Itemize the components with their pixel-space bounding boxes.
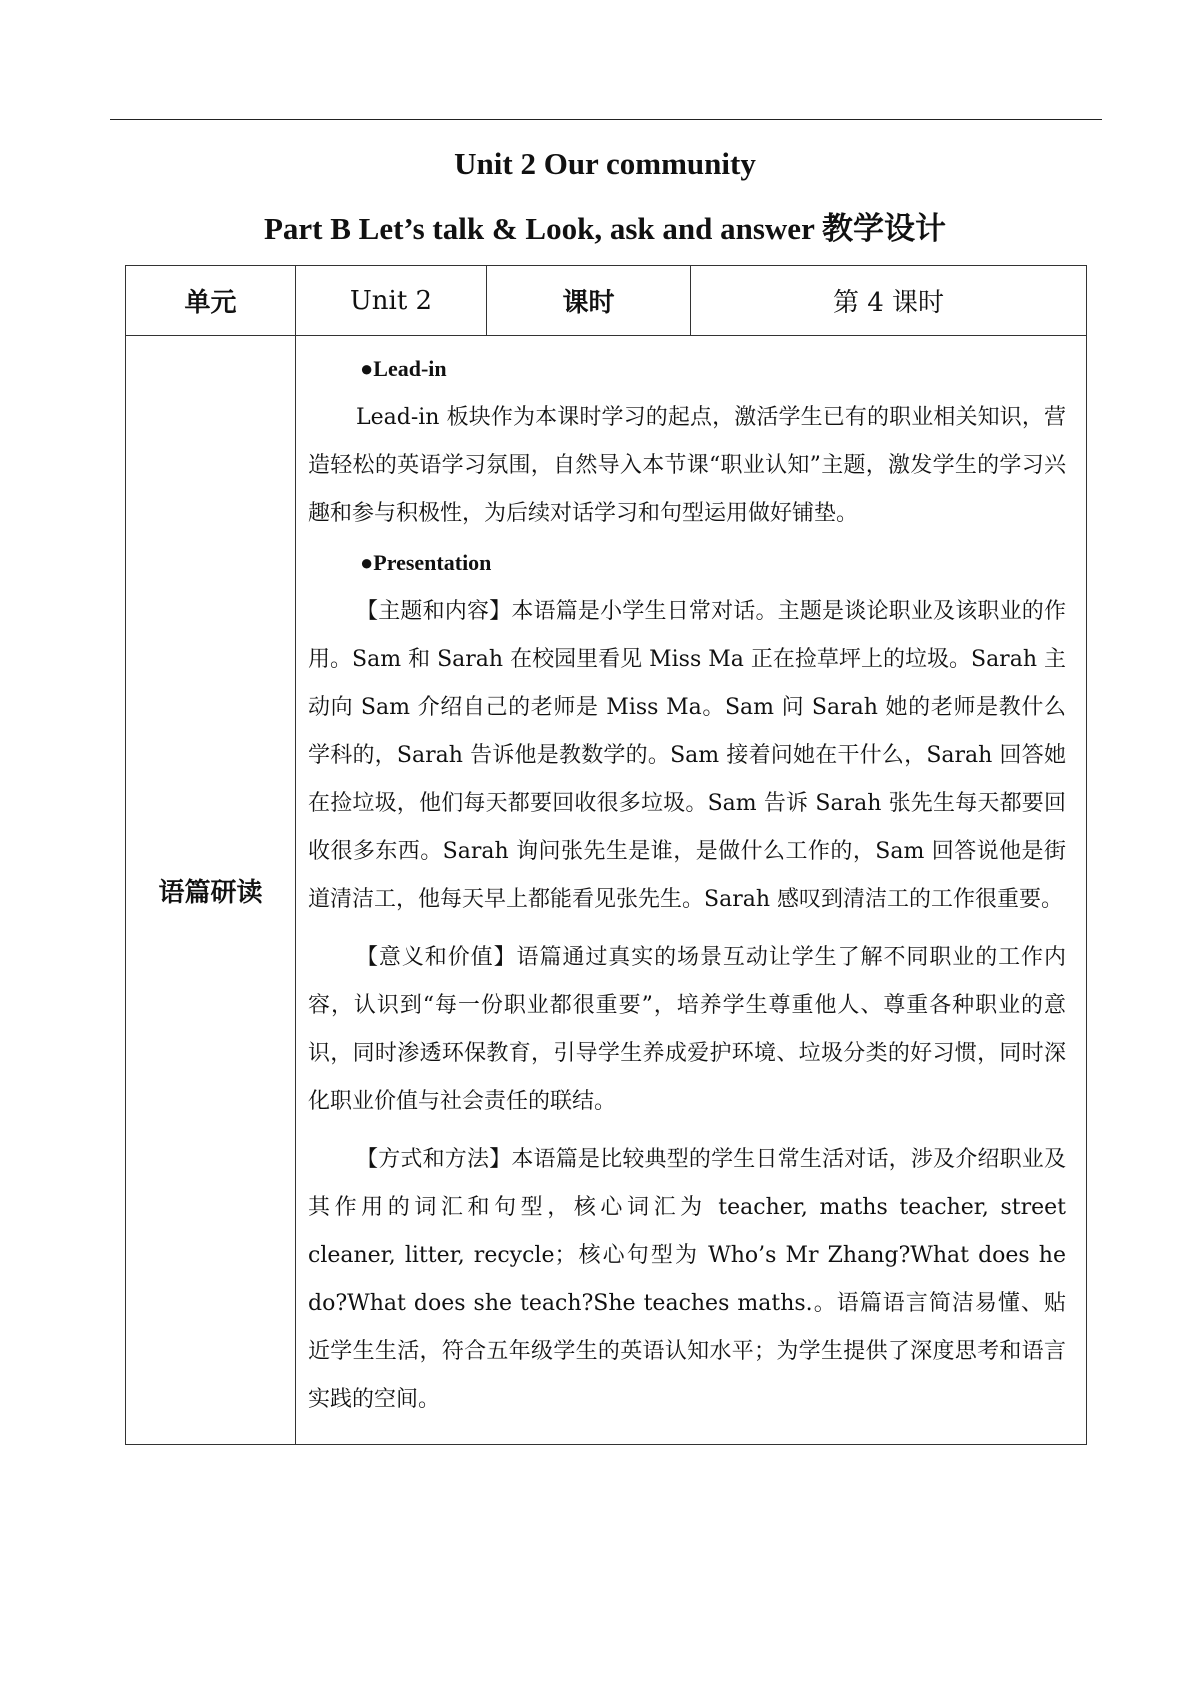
table-content-row [126, 336, 1087, 1445]
lesson-plan-table [125, 265, 1087, 1445]
period-label: 课时 [487, 266, 691, 336]
lead-in-paragraph: Lead-in 板块作为本课时学习的起点，激活学生已有的职业相关知识，营造轻松的英语学习氛围，自然导入本节课“职业认知”主题，激发学生的学习兴趣和参与积极性，为后续对话学习和句型运用做好铺垫。 [308, 405, 1066, 526]
presentation-heading: ●Presentation [360, 550, 492, 575]
document-title: Unit 2 Our community [454, 146, 756, 181]
method-paragraph: 【方式和方法】本语篇是比较典型的学生日常生活对话，涉及介绍职业及其作用的词汇和句型，核心词汇为 teacher, maths teacher, street cleaner, litter, recycle；核心句型为 Who’s Mr Zhang?What does he do?What does she teach?She teaches maths.。语篇语言简洁易懂、贴近学生生活，符合五年级学生的英语认知水平；为学生提供了深度思考和语言实践的空间。 [308, 1147, 1066, 1412]
section-label: 语篇研读 [126, 336, 296, 1445]
theme-paragraph: 【主题和内容】本语篇是小学生日常对话。主题是谈论职业及该职业的作用。Sam 和 Sarah 在校园里看见 Miss Ma 正在捡草坪上的垃圾。Sarah 主动向 Sam 介绍自己的老师是 Miss Ma。Sam 问 Sarah 她的老师是教什么学科的，Sarah 告诉他是教数学的。Sam 接着问她在干什么，Sarah 回答她在捡垃圾，他们每天都要回收很多垃圾。Sam 告诉 Sarah 张先生每天都要回收很多东西。Sarah 询问张先生是谁，是做什么工作的，Sam 回答说他是街道清洁工，他每天早上都能看见张先生。Sarah 感叹到清洁工的工作很重要。 [308, 599, 1066, 912]
unit-value: Unit 2 [296, 266, 487, 336]
lead-in-heading: ●Lead-in [360, 356, 447, 381]
unit-label: 单元 [126, 266, 296, 336]
document-subtitle: Part B Let’s talk & Look, ask and answer 教学设计 [263, 211, 947, 246]
value-paragraph: 【意义和价值】语篇通过真实的场景互动让学生了解不同职业的工作内容，认识到“每一份职业都很重要”，培养学生尊重他人、尊重各种职业的意识，同时渗透环保教育，引导学生养成爱护环境、垃圾分类的好习惯，同时深化职业价值与社会责任的联结。 [308, 945, 1066, 1114]
header-rule [110, 119, 1102, 120]
section-content [296, 336, 1087, 1445]
period-value: 第 4 课时 [691, 266, 1087, 336]
table-header-row [126, 266, 1087, 336]
